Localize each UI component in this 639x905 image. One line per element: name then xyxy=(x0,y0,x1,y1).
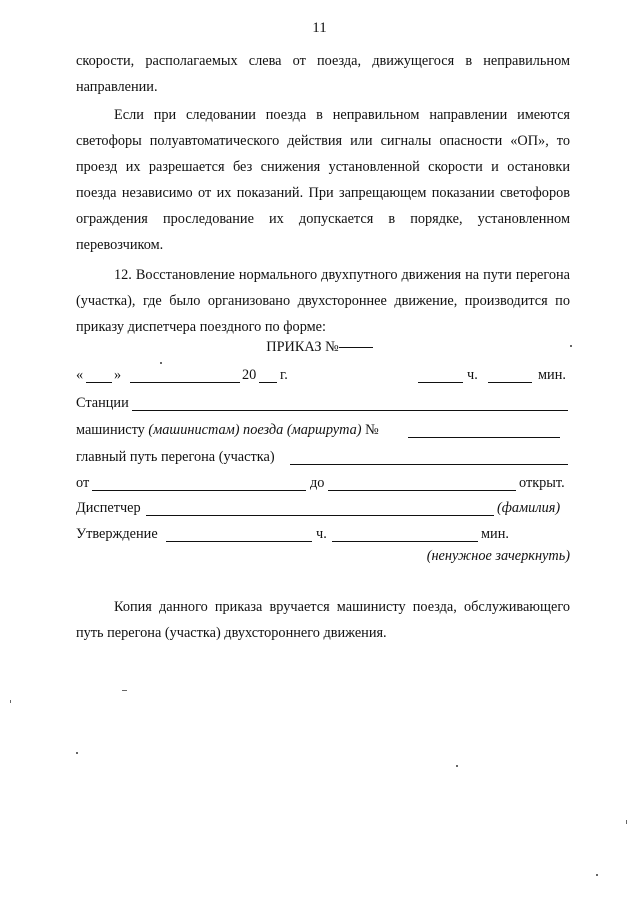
to-label: до xyxy=(310,475,325,491)
strike-note: (ненужное зачеркнуть) xyxy=(426,548,570,564)
form-row-driver xyxy=(76,422,570,442)
scan-speck xyxy=(10,700,11,703)
scan-speck xyxy=(160,362,162,364)
hours-line xyxy=(418,382,463,383)
form-row-from-to xyxy=(76,475,570,495)
order-title xyxy=(0,339,639,356)
scan-speck xyxy=(456,765,458,767)
quote-open: « xyxy=(76,367,84,383)
year-suffix: г. xyxy=(280,367,288,383)
form-row-date xyxy=(76,367,570,387)
driver-label-plain: машинисту xyxy=(76,422,145,438)
surname-label: (фамилия) xyxy=(497,500,561,516)
from-label: от xyxy=(76,475,90,491)
day-line xyxy=(86,382,112,383)
stations-line xyxy=(132,410,568,411)
to-line xyxy=(328,490,516,491)
form-row-stations xyxy=(76,395,570,415)
paragraph-semaphores: Если при следовании поезда в неправильном направлении имеются светофоры полуавтоматического действия или сигналы опасности «ОП», то проезд их разрешается без снижения установленной скорости и остановки поезда независимо от их показаний. При запрещающем показании светофоров ограждения проследование их допускается в порядке, установленном перевозчиком. xyxy=(76,107,570,253)
hours-label: ч. xyxy=(467,367,478,383)
scan-speck xyxy=(626,820,627,824)
form-row-confirmation xyxy=(76,526,570,546)
scan-speck xyxy=(596,874,598,876)
driver-number-line xyxy=(408,437,560,438)
month-line xyxy=(130,382,240,383)
scan-speck xyxy=(122,690,127,691)
form-row-track xyxy=(76,449,570,469)
dispatcher-line xyxy=(146,515,494,516)
paragraph-item-12: 12. Восстановление нормального двухпутного движения на пути перегона (участка), где было организовано двухстороннее движение, производится по приказу диспетчера поездного по форме: xyxy=(76,267,570,335)
page-number: 11 xyxy=(312,20,327,36)
confirmation-label: Утверждение xyxy=(76,526,158,542)
stations-label: Станции xyxy=(76,395,129,411)
form-row-dispatcher xyxy=(76,500,570,520)
track-line xyxy=(290,464,568,465)
paragraph-continuation: скорости, располагаемых слева от поезда, движущегося в неправильном направлении. xyxy=(76,53,570,95)
track-label: главный путь перегона (участка) xyxy=(76,449,275,465)
minutes-label: мин. xyxy=(538,367,566,383)
confirmation-hours: ч. xyxy=(316,526,327,542)
driver-label xyxy=(76,422,379,439)
from-line xyxy=(92,490,306,491)
order-title-text: ПРИКАЗ № xyxy=(266,339,339,355)
driver-label-italic: (машинистам) поезда (маршрута) xyxy=(148,422,362,438)
quote-close: » xyxy=(114,367,122,383)
scan-speck xyxy=(76,752,78,754)
minutes-line xyxy=(488,382,532,383)
confirmation-hours-line xyxy=(166,541,312,542)
confirmation-minutes-line xyxy=(332,541,478,542)
year-line xyxy=(259,382,277,383)
number-sign: № xyxy=(365,422,379,438)
closing-paragraph: Копия данного приказа вручается машинисту поезда, обслуживающего путь перегона (участка) двухстороннего движения. xyxy=(76,599,570,641)
status-open: открыт. xyxy=(519,475,565,491)
confirmation-minutes: мин. xyxy=(481,526,509,542)
scan-speck xyxy=(570,345,572,347)
order-number-line xyxy=(339,347,373,348)
dispatcher-label: Диспетчер xyxy=(76,500,141,516)
year-prefix: 20 xyxy=(242,367,257,383)
